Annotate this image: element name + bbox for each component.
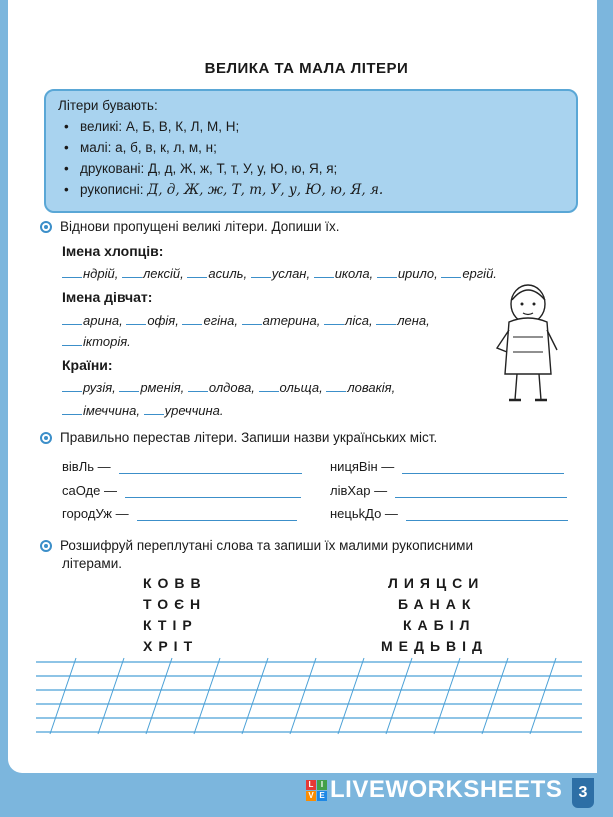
task-bullet-icon: [40, 221, 52, 233]
countries-line-1: [62, 380, 395, 395]
name-fragment: лексій,: [142, 266, 184, 281]
city-row: [62, 483, 301, 498]
city-scrambled: городУж —: [62, 506, 129, 521]
answer-blank[interactable]: [62, 380, 82, 392]
logo-letter: L: [306, 780, 316, 790]
scrambled-word: КОВВ: [143, 575, 207, 591]
answer-blank[interactable]: [259, 380, 279, 392]
rule-item: • великі: А, Б, В, К, Л, М, Н;: [58, 116, 564, 137]
rules-heading: Літери бувають:: [58, 98, 158, 113]
scrambled-word: ХРІТ: [143, 638, 199, 654]
answer-line[interactable]: [395, 485, 567, 498]
name-fragment: асиль,: [208, 266, 248, 281]
city-row: [330, 483, 567, 498]
answer-blank[interactable]: [62, 403, 82, 415]
answer-blank[interactable]: [314, 266, 334, 278]
countries-line-2: [62, 403, 224, 418]
name-fragment: икола,: [334, 266, 374, 281]
handwriting-lines[interactable]: [36, 656, 584, 736]
countries-title: Країни:: [62, 357, 113, 373]
script-label: рукописні:: [80, 182, 144, 197]
name-fragment: ергій.: [462, 266, 497, 281]
answer-blank[interactable]: [62, 266, 82, 278]
city-row: [62, 506, 297, 521]
scrambled-word: КТІР: [143, 617, 198, 633]
task1-text: Віднови пропущені великі літери. Допиши їх.: [60, 219, 340, 234]
answer-blank[interactable]: [441, 266, 461, 278]
rule-item-script: [58, 179, 564, 201]
rule-item: • малі: а, б, в, к, л, м, н;: [58, 137, 564, 158]
answer-blank[interactable]: [144, 403, 164, 415]
answer-blank[interactable]: [326, 380, 346, 392]
name-fragment: услан,: [271, 266, 311, 281]
task2-instruction: [44, 430, 437, 445]
name-fragment: ольща,: [279, 380, 323, 395]
name-fragment: ліса,: [345, 313, 373, 328]
name-fragment: егіна,: [203, 313, 239, 328]
city-scrambled: лівХар —: [330, 483, 388, 498]
scrambled-word: КАБІЛ: [403, 617, 476, 633]
scrambled-word: МЕДЬВІД: [381, 638, 489, 654]
task3-instruction: [44, 538, 473, 553]
girl-illustration: [495, 282, 565, 410]
task3-text: Розшифруй переплутані слова та запиши їх малими рукописними: [60, 538, 474, 553]
answer-blank[interactable]: [62, 313, 82, 325]
answer-blank[interactable]: [187, 266, 207, 278]
rule-item: • друковані: Д, д, Ж, ж, Т, т, У, у, Ю, ю, Я, я;: [58, 158, 564, 179]
name-fragment: арина,: [83, 313, 123, 328]
answer-blank[interactable]: [376, 313, 396, 325]
rules-box: [44, 89, 578, 213]
boys-line: [62, 266, 497, 281]
city-scrambled: ницяВін —: [330, 459, 395, 474]
city-row: [330, 506, 568, 521]
name-fragment: офія,: [147, 313, 179, 328]
answer-line[interactable]: [406, 508, 568, 521]
liveworksheets-logo: [306, 776, 562, 804]
logo-letter: E: [317, 791, 327, 801]
task2-text: Правильно перестав літери. Запиши назви українських міст.: [60, 430, 438, 445]
name-fragment: лена,: [397, 313, 430, 328]
logo-letters-icon: [306, 780, 327, 801]
city-scrambled: саОде —: [62, 483, 117, 498]
name-fragment: ловакія,: [347, 380, 396, 395]
answer-blank[interactable]: [188, 380, 208, 392]
answer-blank[interactable]: [126, 313, 146, 325]
scrambled-word: ЛИЯЦСИ: [388, 575, 485, 591]
page-title: ВЕЛИКА ТА МАЛА ЛІТЕРИ: [204, 60, 409, 77]
name-fragment: рузія,: [83, 380, 116, 395]
answer-blank[interactable]: [62, 334, 82, 346]
city-scrambled: вівЛь —: [62, 459, 111, 474]
answer-line[interactable]: [125, 485, 301, 498]
city-row: [330, 459, 564, 474]
page-number: 3: [572, 778, 594, 808]
answer-line[interactable]: [119, 461, 302, 474]
logo-letter: I: [317, 780, 327, 790]
answer-blank[interactable]: [122, 266, 142, 278]
answer-line[interactable]: [137, 508, 297, 521]
task1-instruction: [44, 219, 340, 234]
scrambled-word: ТОЄН: [143, 596, 207, 612]
answer-line[interactable]: [402, 461, 564, 474]
script-letters: Д, д, Ж, ж, Т, т, У, у, Ю, ю, Я, я.: [147, 182, 384, 198]
task-bullet-icon: [40, 540, 52, 552]
name-fragment: рменія,: [140, 380, 185, 395]
name-fragment: уреччина.: [164, 403, 224, 418]
name-fragment: імеччина,: [83, 403, 140, 418]
name-fragment: атерина,: [262, 313, 321, 328]
answer-blank[interactable]: [251, 266, 271, 278]
answer-blank[interactable]: [324, 313, 344, 325]
name-fragment: ндрій,: [83, 266, 119, 281]
answer-blank[interactable]: [377, 266, 397, 278]
name-fragment: олдова,: [208, 380, 255, 395]
city-scrambled: нецьkДо —: [330, 506, 398, 521]
logo-text: LIVEWORKSHEETS: [330, 776, 563, 803]
answer-blank[interactable]: [242, 313, 262, 325]
logo-letter: V: [306, 791, 316, 801]
city-row: [62, 459, 302, 474]
task-bullet-icon: [40, 432, 52, 444]
boys-title: Імена хлопців:: [62, 243, 164, 259]
rules-list: [58, 116, 564, 201]
answer-blank[interactable]: [182, 313, 202, 325]
girls-line-1: [62, 313, 430, 328]
answer-blank[interactable]: [119, 380, 139, 392]
task3-instruction-cont: літерами.: [62, 556, 123, 571]
girls-title: Імена дівчат:: [62, 289, 153, 305]
girls-line-2: [62, 334, 131, 349]
name-fragment: ікторія.: [83, 334, 131, 349]
name-fragment: ирило,: [397, 266, 438, 281]
scrambled-word: БАНАК: [398, 596, 477, 612]
